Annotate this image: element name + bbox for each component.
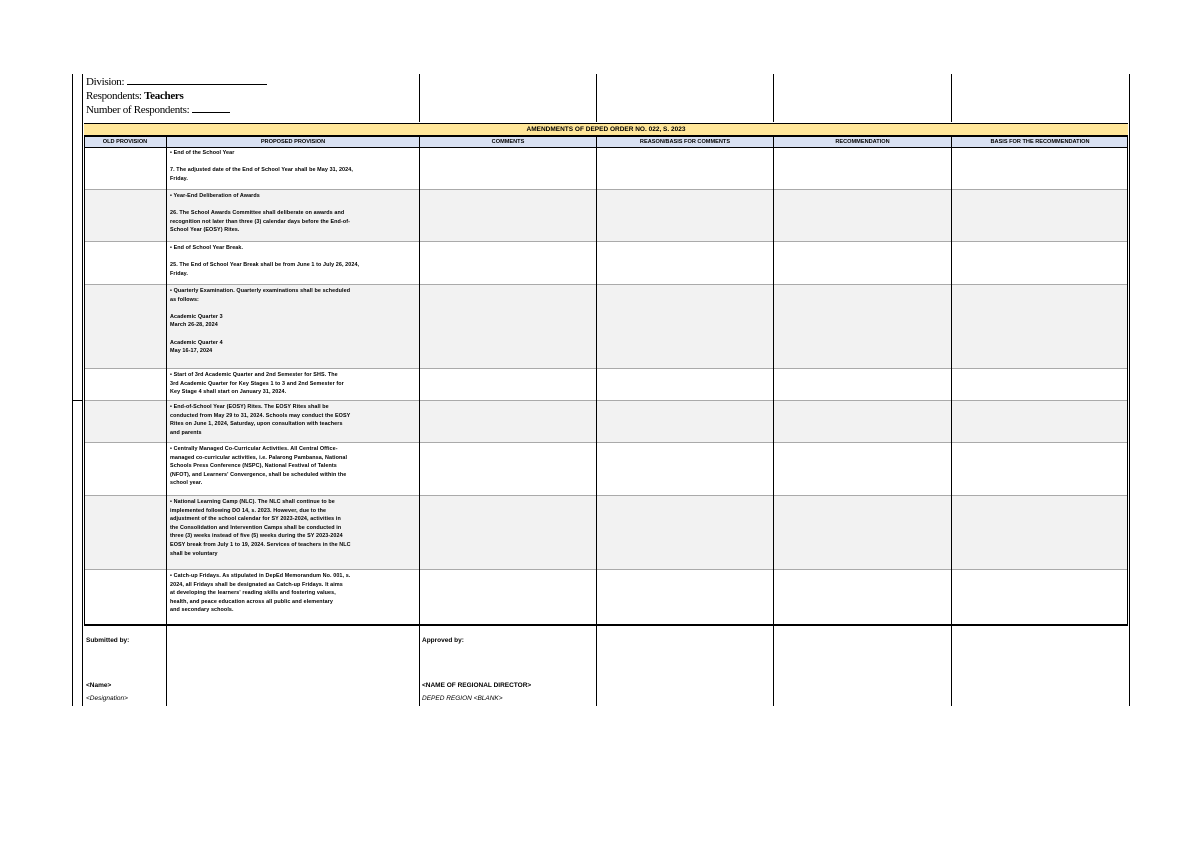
- grid-column-divider: [951, 136, 952, 625]
- provision-line: • End of School Year Break.: [170, 245, 244, 251]
- proposed-provision-cell: [170, 149, 418, 183]
- provision-line: school year.: [170, 480, 203, 487]
- provision-line: Friday.: [170, 175, 188, 182]
- respondent-header: [86, 75, 267, 117]
- provision-line: three (3) weeks instead of five (5) weeks during the SY 2023-2024: [170, 533, 343, 540]
- provision-line: School Year (EOSY) Rites.: [170, 227, 240, 234]
- grid-column-divider: [773, 136, 774, 625]
- table-row: [84, 496, 1128, 570]
- grid-footer-divider: [166, 626, 167, 706]
- grid-column-divider: [166, 136, 167, 625]
- col-header-comments: COMMENTS: [420, 136, 596, 148]
- name-placeholder[interactable]: <Name>: [86, 682, 112, 689]
- region-placeholder[interactable]: DEPED REGION <BLANK>: [422, 695, 503, 702]
- provision-line: EOSY break from July 1 to 19, 2024. Services of teachers in the NLC: [170, 541, 351, 548]
- provision-line: health, and peace education across all public and elementary: [170, 598, 333, 605]
- provision-line: implemented following DO 14, s. 2023. However, due to the: [170, 507, 327, 514]
- grid-column-divider: [596, 136, 597, 625]
- provision-line: 7. The adjusted date of the End of School Year shall be May 31, 2024,: [170, 167, 353, 174]
- provision-line: recognition not later than three (3) calendar days before the End-of-: [170, 218, 351, 225]
- respondents-label: Respondents:: [86, 90, 142, 102]
- grid-footer-divider: [773, 626, 774, 706]
- col-header-proposed-provision: PROPOSED PROVISION: [167, 136, 419, 148]
- provision-line: • Centrally Managed Co-Curricular Activities. All Central Office-: [170, 446, 338, 452]
- number-label: Number of Respondents:: [86, 104, 190, 116]
- provision-line: Academic Quarter 3: [170, 313, 223, 320]
- col-header-basis: BASIS FOR THE RECOMMENDATION: [952, 136, 1128, 148]
- provision-line: • Year-End Deliberation of Awards: [170, 193, 260, 199]
- table-row: [84, 443, 1128, 496]
- provision-line: May 16-17, 2024: [170, 348, 213, 355]
- provision-line: (NFOT), and Learners' Convergence, shall be scheduled within the: [170, 471, 347, 478]
- proposed-provision-cell: [170, 445, 418, 488]
- provision-line: [170, 201, 418, 210]
- grid-inner-right: [1127, 136, 1128, 625]
- table-title: AMENDMENTS OF DEPED ORDER NO. 022, S. 2023: [84, 123, 1128, 136]
- provision-line: at developing the learners' reading skills and fostering values,: [170, 590, 336, 597]
- approved-by-label: Approved by:: [422, 637, 464, 644]
- table-row: [84, 190, 1128, 242]
- table-row: [84, 401, 1128, 443]
- table-row: [84, 570, 1128, 625]
- grid-header-divider: [951, 74, 952, 122]
- designation-placeholder[interactable]: <Designation>: [86, 695, 128, 702]
- provision-line: and parents: [170, 429, 202, 436]
- provision-line: Rites on June 1, 2024, Saturday, upon consultation with teachers: [170, 421, 343, 428]
- provision-line: • Catch-up Fridays. As stipulated in DepEd Memorandum No. 001, s.: [170, 573, 351, 579]
- submitted-by-label: Submitted by:: [86, 637, 130, 644]
- grid-table-bottom: [84, 624, 1128, 626]
- table-row: [84, 147, 1128, 190]
- provision-line: [170, 304, 418, 313]
- grid-margin-tick: [72, 400, 82, 401]
- grid-margin-line: [72, 74, 73, 706]
- provision-line: Friday.: [170, 270, 188, 277]
- grid-footer-divider: [951, 626, 952, 706]
- grid-header-divider: [596, 74, 597, 122]
- col-header-old-provision: OLD PROVISION: [84, 136, 166, 148]
- grid-footer-divider: [419, 626, 420, 706]
- provision-line: • End of the School Year: [170, 150, 235, 156]
- provision-line: [170, 158, 418, 167]
- grid-header-divider: [419, 74, 420, 122]
- proposed-provision-cell: [170, 287, 418, 356]
- col-header-reason: REASON/BASIS FOR COMMENTS: [597, 136, 773, 148]
- grid-left-border: [82, 74, 83, 706]
- table-row: [84, 369, 1128, 401]
- provision-line: 25. The End of School Year Break shall be from June 1 to July 26, 2024,: [170, 262, 360, 269]
- provision-line: as follows:: [170, 296, 199, 303]
- division-label: Division:: [86, 76, 125, 88]
- provision-line: [170, 253, 418, 262]
- provision-line: • Quarterly Examination. Quarterly examinations shall be scheduled: [170, 288, 351, 294]
- number-blank[interactable]: [192, 103, 230, 113]
- provision-line: March 26-28, 2024: [170, 322, 218, 329]
- table-row: [84, 285, 1128, 369]
- provision-line: 26. The School Awards Committee shall deliberate on awards and: [170, 210, 345, 217]
- provision-line: • National Learning Camp (NLC). The NLC shall continue to be: [170, 499, 335, 505]
- proposed-provision-cell: [170, 498, 418, 558]
- grid-inner-left: [84, 136, 85, 625]
- provision-line: 3rd Academic Quarter for Key Stages 1 to 3 and 2nd Semester for: [170, 380, 344, 387]
- grid-right-border: [1129, 74, 1130, 706]
- provision-line: 2024, all Fridays shall be designated as Catch-up Fridays. It aims: [170, 581, 343, 588]
- grid-column-divider: [419, 136, 420, 625]
- director-placeholder[interactable]: <NAME OF REGIONAL DIRECTOR>: [422, 682, 532, 689]
- grid-footer-divider: [596, 626, 597, 706]
- number-line: [86, 103, 267, 117]
- proposed-provision-cell: [170, 371, 418, 397]
- proposed-provision-cell: [170, 192, 418, 235]
- provision-line: Schools Press Conference (NSPC), National Festival of Talents: [170, 463, 337, 470]
- provision-line: conducted from May 29 to 31, 2024. Schools may conduct the EOSY: [170, 412, 351, 419]
- respondents-value: Teachers: [144, 90, 184, 102]
- provision-line: managed co-curricular activities, i.e. Palarong Pambansa, National: [170, 454, 348, 461]
- grid-header-divider: [773, 74, 774, 122]
- proposed-provision-cell: [170, 244, 418, 278]
- proposed-provision-cell: [170, 572, 418, 615]
- provision-line: [170, 330, 418, 339]
- division-blank[interactable]: [127, 75, 267, 85]
- col-header-recommendation: RECOMMENDATION: [774, 136, 951, 148]
- provision-line: and secondary schools.: [170, 607, 234, 614]
- provision-line: adjustment of the school calendar for SY 2023-2024, activities in: [170, 516, 341, 523]
- respondents-line: [86, 89, 267, 103]
- provision-line: the Consolidation and Intervention Camps shall be conducted in: [170, 524, 342, 531]
- provision-line: shall be voluntary: [170, 550, 218, 557]
- table-row: [84, 242, 1128, 285]
- proposed-provision-cell: [170, 403, 418, 437]
- provision-line: • End-of-School Year (EOSY) Rites. The EOSY Rites shall be: [170, 404, 329, 410]
- division-line: [86, 75, 267, 89]
- provision-line: Academic Quarter 4: [170, 339, 223, 346]
- provision-line: Key Stage 4 shall start on January 31, 2024.: [170, 389, 287, 396]
- provision-line: • Start of 3rd Academic Quarter and 2nd Semester for SHS. The: [170, 372, 338, 378]
